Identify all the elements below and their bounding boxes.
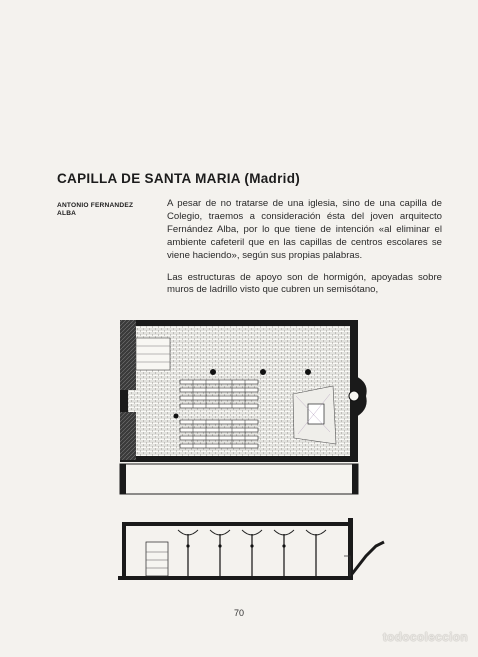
author-name: [57, 202, 157, 218]
page-number: 70: [233, 608, 244, 618]
chapel-name: CAPILLA DE SANTA MARIA: [57, 171, 241, 186]
page-title: [57, 171, 300, 186]
section-drawing: [118, 516, 388, 588]
author-line-2: ALBA: [57, 210, 77, 217]
author-line-1: ANTONIO FERNANDEZ: [57, 202, 134, 209]
article-body: [167, 198, 442, 306]
floor-plan-drawing: [118, 316, 370, 496]
paragraph-1: A pesar de no tratarse de una iglesia, sino de una capilla de Colegio, traemos a consideración ésta del joven arquitecto Fernández Alba, por lo que tiene de intención «al eliminar el ambiente cafeteril que en las capillas de centros escolares se viene haciendo», según sus propias palabras.: [167, 198, 442, 261]
watermark: todocoleccion: [382, 630, 468, 644]
chapel-location: (Madrid): [244, 171, 301, 186]
paragraph-2: Las estructuras de apoyo son de hormigón, apoyadas sobre muros de ladrillo visto que cubren un semisótano,: [167, 271, 442, 296]
